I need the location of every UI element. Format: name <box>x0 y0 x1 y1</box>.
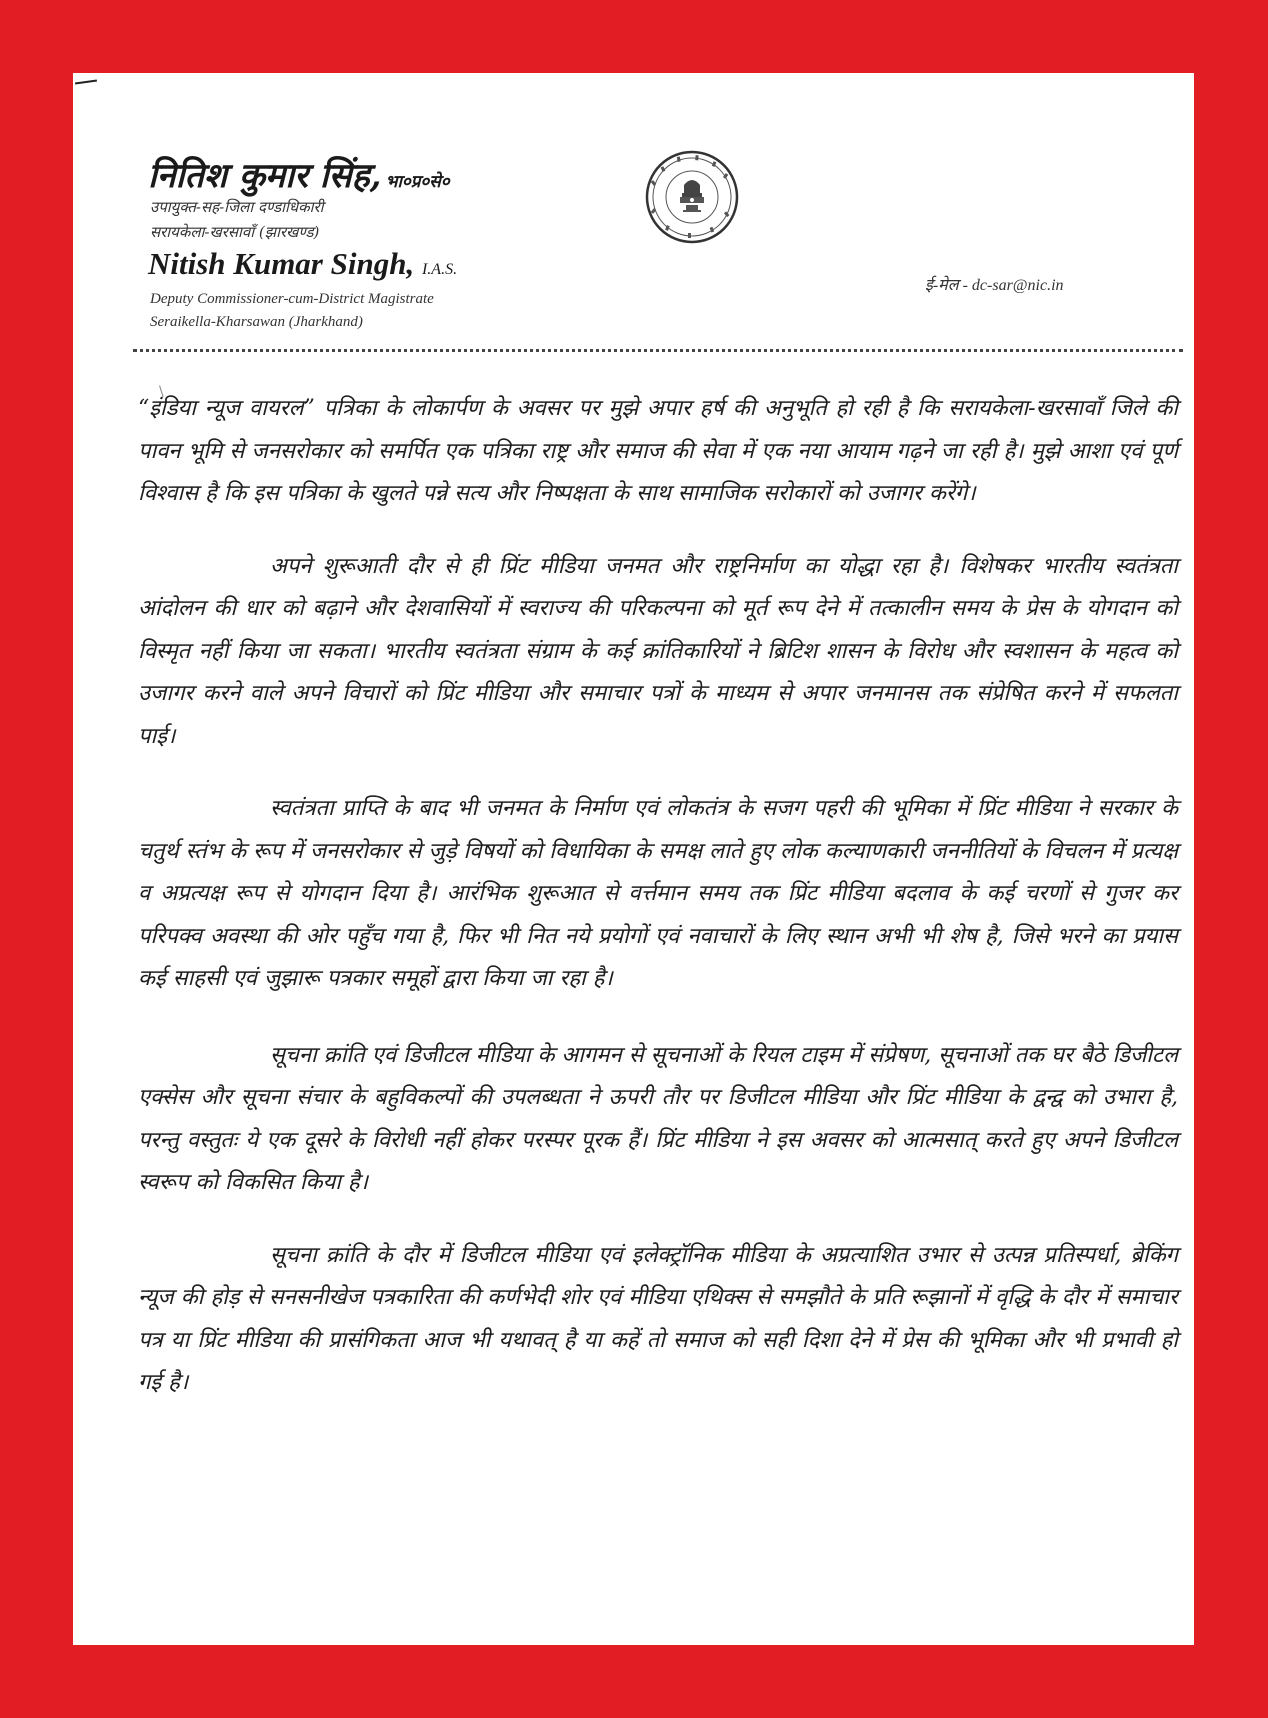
english-name <box>148 246 457 282</box>
hindi-name-text: नितिश कुमार सिंह, <box>148 156 382 196</box>
hindi-designation: उपायुक्त-सह-जिला दण्डाधिकारी <box>150 198 324 216</box>
paragraph-2: अपने शुरूआती दौर से ही प्रिंट मीडिया जनमत और राष्ट्रनिर्माण का योद्धा रहा है। विशेषकर भारतीय स्वतंत्रता आंदोलन की धार को बढ़ाने और देशवासियों में स्वराज्य की परिकल्पना को मूर्त रूप देने में तत्कालीन समय के प्रेस के योगदान को विस्मृत नहीं किया जा सकता। भारतीय स्वतंत्रता संग्राम के कई क्रांतिकारियों ने ब्रिटिश शासन के विरोध और स्वशासन के महत्व को उजागर करने वाले अपने विचारों को प्रिंट मीडिया और समाचार पत्रों के माध्यम से अपार जनमानस तक संप्रेषित करने में सफलता पाई। <box>138 553 1178 749</box>
english-name-text: Nitish Kumar Singh, <box>148 246 415 281</box>
state-emblem-icon <box>644 149 740 245</box>
english-name-suffix: I.A.S. <box>421 261 458 278</box>
email-address: ई-मेल - dc-sar@nic.in <box>925 277 1064 294</box>
hindi-name <box>148 151 450 197</box>
paragraph-5: सूचना क्रांति के दौर में डिजीटल मीडिया एवं इलेक्ट्रॉनिक मीडिया के अप्रत्याशित उभार से उत्पन्न प्रतिस्पर्धा, ब्रेकिंग न्यूज की होड़ से सनसनीखेज पत्रकारिता की कर्णभेदी शोर एवं मीडिया एथिक्स से समझौते के प्रति रूझानों में वृद्धि के दौर में समाचार पत्र या प्रिंट मीडिया की प्रासंगिकता आज भी यथावत् है या कहें तो समाज को सही दिशा देने में प्रेस की भूमिका और भी प्रभावी हो गई है। <box>138 1242 1178 1395</box>
header-divider <box>133 349 1183 352</box>
letter-body <box>138 388 1178 1405</box>
english-designation: Deputy Commissioner-cum-District Magistrate <box>150 291 434 307</box>
stray-mark: \ <box>159 384 164 400</box>
letter-page <box>73 73 1194 1645</box>
paragraph-4: सूचना क्रांति एवं डिजीटल मीडिया के आगमन से सूचनाओं के रियल टाइम में संप्रेषण, सूचनाओं तक घर बैठे डिजीटल एक्सेस और सूचना संचार के बहुविकल्पों की उपलब्धता ने ऊपरी तौर पर डिजीटल मीडिया और प्रिंट मीडिया के द्वन्द्व को उभारा है, परन्तु वस्तुतः ये एक दूसरे के विरोधी नहीं होकर परस्पर पूरक हैं। प्रिंट मीडिया ने इस अवसर को आत्मसात् करते हुए अपने डिजीटल स्वरूप को विकसित किया है। <box>138 1042 1178 1195</box>
hindi-location: सरायकेला-खरसावाँ (झारखण्ड) <box>150 223 320 241</box>
hindi-name-suffix: भा०प्र०से० <box>385 172 450 192</box>
english-location: Seraikella-Kharsawan (Jharkhand) <box>150 314 363 330</box>
paragraph-1: “इंडिया न्यूज वायरल” पत्रिका के लोकार्पण के अवसर पर मुझे अपार हर्ष की अनुभूति हो रही है कि सरायकेला-खरसावाँ जिले की पावन भूमि से जनसरोकार को समर्पित एक पत्रिका राष्ट्र और समाज की सेवा में एक नया आयाम गढ़ने जा रही है। मुझे आशा एवं पूर्ण विश्वास है कि इस पत्रिका के खुलते पन्ने सत्य और निष्पक्षता के साथ सामाजिक सरोकारों को उजागर करेंगे। <box>138 396 1178 506</box>
paragraph-3: स्वतंत्रता प्राप्ति के बाद भी जनमत के निर्माण एवं लोकतंत्र के सजग पहरी की भूमिका में प्रिंट मीडिया ने सरकार के चतुर्थ स्तंभ के रूप में जनसरोकार से जुड़े विषयों को विधायिका के समक्ष लाते हुए लोक कल्याणकारी जननीतियों के विचलन में प्रत्यक्ष व अप्रत्यक्ष रूप से योगदान दिया है। आरंभिक शुरूआत से वर्त्तमान समय तक प्रिंट मीडिया बदलाव के कई चरणों से गुजर कर परिपक्व अवस्था की ओर पहुँच गया है, फिर भी नित नये प्रयोगों एवं नवाचारों के लिए स्थान अभी भी शेष है, जिसे भरने का प्रयास कई साहसी एवं जुझारू पत्रकार समूहों द्वारा किया जा रहा है। <box>138 796 1178 991</box>
letterhead <box>73 73 1194 363</box>
